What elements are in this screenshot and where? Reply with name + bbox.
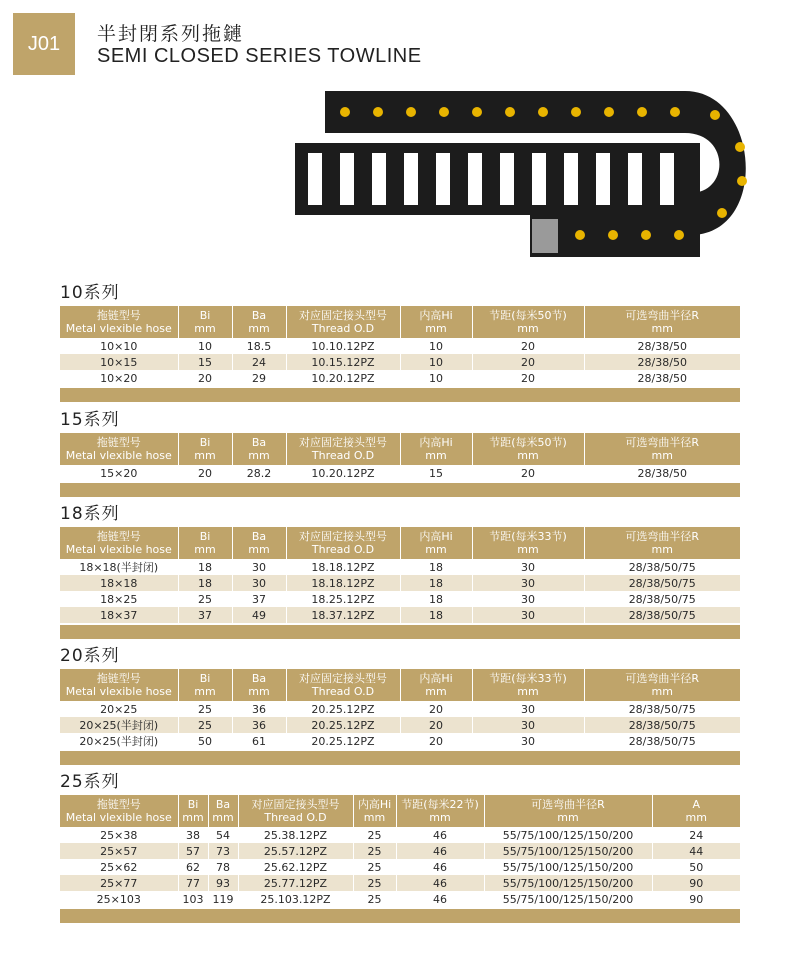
column-header xyxy=(400,306,472,338)
chain-slot xyxy=(372,153,386,205)
table-cell: 90 xyxy=(652,875,740,891)
chain-pin xyxy=(608,230,618,240)
column-header-unit: mm xyxy=(212,811,234,824)
column-header xyxy=(484,795,652,827)
table-row xyxy=(60,717,740,733)
table-cell: 57 xyxy=(178,843,208,859)
column-header-unit: Thread O.D xyxy=(311,449,375,462)
column-header-unit: mm xyxy=(651,543,673,556)
table-cell: 25 xyxy=(353,859,396,875)
table-cell: 46 xyxy=(396,859,484,875)
table-cell: 20 xyxy=(400,701,472,717)
table-cell: 15×20 xyxy=(60,465,178,481)
column-header-unit: mm xyxy=(194,322,216,335)
table-cell: 25 xyxy=(353,827,396,843)
chain-slot xyxy=(628,153,642,205)
chain-slot xyxy=(660,153,674,205)
table-row xyxy=(60,559,740,575)
column-header-unit: Metal vlexible hose xyxy=(65,811,172,824)
series-title: 25系列 xyxy=(60,772,120,792)
column-header-unit: mm xyxy=(425,322,447,335)
section-footer-bar xyxy=(60,909,740,923)
table-cell: 20 xyxy=(400,733,472,749)
table-cell: 10.10.12PZ xyxy=(286,338,400,354)
column-header-label: 对应固定接头型号 xyxy=(299,672,387,685)
column-header xyxy=(652,795,740,827)
chain-pin xyxy=(575,230,585,240)
column-header-unit: mm xyxy=(517,449,539,462)
table-row xyxy=(60,465,740,481)
table-cell: 38 xyxy=(178,827,208,843)
table-cell: 10 xyxy=(400,354,472,370)
column-header-label: 拖链型号 xyxy=(96,672,141,685)
table-cell: 18×18(半封闭) xyxy=(60,559,178,575)
table-cell: 20 xyxy=(178,465,232,481)
column-header-label: Ba xyxy=(251,309,267,322)
table-cell: 20 xyxy=(472,370,584,386)
column-header-unit: mm xyxy=(651,322,673,335)
table-cell: 18 xyxy=(400,591,472,607)
column-header-label: 内高Hi xyxy=(357,798,392,811)
column-header-label: Bi xyxy=(199,436,211,449)
chain-slot xyxy=(308,153,322,205)
chain-pin xyxy=(604,107,614,117)
column-header xyxy=(584,527,740,559)
column-header xyxy=(286,433,400,465)
table-cell: 46 xyxy=(396,827,484,843)
column-header xyxy=(472,433,584,465)
column-header-unit: Metal vlexible hose xyxy=(65,685,172,698)
table-cell: 25×57 xyxy=(60,843,178,859)
table-cell: 30 xyxy=(472,607,584,623)
column-header xyxy=(178,527,232,559)
table-cell: 90 xyxy=(689,892,704,906)
column-header-unit: mm xyxy=(685,811,707,824)
table-cell: 25.38.12PZ xyxy=(238,827,353,843)
table-cell: 25 xyxy=(178,591,232,607)
table-cell: 49 xyxy=(232,607,286,623)
table-cell: 25×77 xyxy=(60,875,178,891)
column-header-unit: mm xyxy=(248,322,270,335)
table-cell: 62 xyxy=(178,859,208,875)
column-header-unit: mm xyxy=(182,811,204,824)
column-header-unit: Thread O.D xyxy=(311,322,375,335)
table-cell: 20 xyxy=(472,465,584,481)
table-cell: 18×18 xyxy=(60,575,178,591)
series-section xyxy=(60,504,740,639)
chain-pin xyxy=(472,107,482,117)
table-cell: 28/38/50 xyxy=(584,354,740,370)
table-cell: 36 xyxy=(232,717,286,733)
column-header-label: 对应固定接头型号 xyxy=(299,436,387,449)
table-cell: 20 xyxy=(178,370,232,386)
table-cell: 73 xyxy=(208,843,238,859)
column-header xyxy=(178,795,208,827)
table-cell: 25.62.12PZ xyxy=(238,859,353,875)
table-row xyxy=(60,354,740,370)
column-header-label: Ba xyxy=(251,436,267,449)
column-header-label: 节距(每米33节) xyxy=(489,672,567,685)
column-header-label: 节距(每米50节) xyxy=(489,309,567,322)
column-header xyxy=(396,795,484,827)
column-header-unit: Metal vlexible hose xyxy=(65,449,172,462)
column-header-label: A xyxy=(692,798,701,811)
table-cell: 55/75/100/125/150/200 xyxy=(484,891,652,907)
column-header-unit: mm xyxy=(194,685,216,698)
page-title-en: SEMI CLOSED SERIES TOWLINE xyxy=(97,45,422,67)
chain-pin xyxy=(571,107,581,117)
spec-table xyxy=(60,669,740,749)
column-header xyxy=(60,527,178,559)
column-header-label: 拖链型号 xyxy=(96,530,141,543)
chain-pin xyxy=(637,107,647,117)
table-cell: 50 xyxy=(178,733,232,749)
table-cell: 44 xyxy=(652,843,740,859)
table-cell: 20.25.12PZ xyxy=(286,733,400,749)
table-cell: 103 xyxy=(178,891,208,907)
table-cell: 20 xyxy=(472,338,584,354)
table-cell: 25 xyxy=(178,701,232,717)
table-cell: 18 xyxy=(178,559,232,575)
table-cell: 20×25 xyxy=(60,701,178,717)
table-cell: 25 xyxy=(178,717,232,733)
table-cell: 55/75/100/125/150/200 xyxy=(484,843,652,859)
page-title-cn: 半封閉系列拖鏈 xyxy=(97,23,245,45)
column-header-label: Ba xyxy=(215,798,231,811)
column-header xyxy=(400,669,472,701)
table-cell: 28/38/50/75 xyxy=(628,702,696,716)
table-cell: 78 xyxy=(208,859,238,875)
chain-pin xyxy=(439,107,449,117)
table-row xyxy=(60,859,740,875)
table-cell: 25×62 xyxy=(60,859,178,875)
table-cell: 25×38 xyxy=(60,827,178,843)
chain-slot xyxy=(436,153,450,205)
table-cell: 20 xyxy=(472,354,584,370)
table-cell: 46 xyxy=(396,891,484,907)
chain-pin xyxy=(641,230,651,240)
column-header-unit: mm xyxy=(363,811,386,824)
column-header xyxy=(472,306,584,338)
chain-slot xyxy=(500,153,514,205)
section-footer-bar xyxy=(60,625,740,639)
column-header xyxy=(232,433,286,465)
column-header-unit: mm xyxy=(517,322,539,335)
column-header xyxy=(400,433,472,465)
chain-slot xyxy=(532,153,546,205)
table-row xyxy=(60,338,740,354)
table-cell: 30 xyxy=(472,717,584,733)
table-cell: 30 xyxy=(472,559,584,575)
table-cell: 15 xyxy=(400,465,472,481)
column-header xyxy=(584,669,740,701)
table-cell: 20.25.12PZ xyxy=(286,701,400,717)
column-header-label: 可选弯曲半径R xyxy=(531,798,605,811)
table-cell: 10.20.12PZ xyxy=(286,370,400,386)
column-header-label: Ba xyxy=(251,672,267,685)
table-cell: 28/38/50/75 xyxy=(584,717,740,733)
table-cell: 10 xyxy=(178,338,232,354)
column-header xyxy=(286,669,400,701)
table-cell: 50 xyxy=(689,860,704,874)
table-cell: 28/38/50 xyxy=(637,339,687,353)
series-section xyxy=(60,646,740,765)
table-cell: 18.18.12PZ xyxy=(286,559,400,575)
column-header xyxy=(60,306,178,338)
chain-slot xyxy=(596,153,610,205)
column-header-label: 可选弯曲半径R xyxy=(625,530,700,543)
column-header xyxy=(584,433,740,465)
table-cell: 28/38/50/75 xyxy=(584,607,740,623)
table-cell: 25.103.12PZ xyxy=(238,891,353,907)
column-header-label: 对应固定接头型号 xyxy=(299,309,387,322)
column-header-label: 对应固定接头型号 xyxy=(251,798,340,811)
table-cell: 30 xyxy=(232,575,286,591)
chain-slot xyxy=(404,153,418,205)
column-header xyxy=(178,669,232,701)
column-header xyxy=(60,795,178,827)
chain-slot xyxy=(564,153,578,205)
table-cell: 24 xyxy=(232,354,286,370)
table-row xyxy=(60,843,740,859)
table-cell: 30 xyxy=(472,701,584,717)
table-cell: 18×37 xyxy=(60,607,178,623)
table-cell: 55/75/100/125/150/200 xyxy=(484,859,652,875)
chain-pin xyxy=(538,107,548,117)
series-section xyxy=(60,772,740,923)
catalog-code-badge: J01 xyxy=(13,13,75,75)
table-cell: 18.37.12PZ xyxy=(286,607,400,623)
column-header-label: 可选弯曲半径R xyxy=(625,672,700,685)
column-header-unit: mm xyxy=(194,543,216,556)
spec-table xyxy=(60,527,740,623)
column-header-label: Bi xyxy=(199,309,211,322)
table-cell: 10×15 xyxy=(60,354,178,370)
table-row xyxy=(60,701,740,717)
table-cell: 37 xyxy=(178,607,232,623)
column-header-unit: Thread O.D xyxy=(311,543,375,556)
table-cell: 28/38/50/75 xyxy=(628,734,696,748)
section-footer-bar xyxy=(60,388,740,402)
column-header xyxy=(232,306,286,338)
table-cell: 28/38/50/75 xyxy=(584,575,740,591)
table-cell: 54 xyxy=(208,827,238,843)
page-header xyxy=(13,13,513,77)
column-header-label: 可选弯曲半径R xyxy=(625,309,700,322)
table-cell: 20×25(半封闭) xyxy=(60,717,178,733)
column-header-label: 内高Hi xyxy=(419,530,453,543)
chain-slot xyxy=(340,153,354,205)
table-cell: 20×25(半封闭) xyxy=(60,733,178,749)
column-header xyxy=(232,669,286,701)
column-header-unit: mm xyxy=(425,449,447,462)
spec-table xyxy=(60,306,740,386)
table-cell: 119 xyxy=(208,891,238,907)
table-cell: 28/38/50 xyxy=(637,371,687,385)
table-cell: 46 xyxy=(396,875,484,891)
table-cell: 36 xyxy=(232,701,286,717)
table-cell: 28/38/50 xyxy=(637,466,687,480)
column-header-label: 内高Hi xyxy=(419,672,453,685)
table-cell: 25 xyxy=(353,843,396,859)
table-cell: 10×20 xyxy=(60,370,178,386)
table-cell: 24 xyxy=(689,828,704,842)
column-header xyxy=(286,306,400,338)
column-header-label: 节距(每米50节) xyxy=(489,436,567,449)
column-header-label: 可选弯曲半径R xyxy=(625,436,700,449)
column-header xyxy=(232,527,286,559)
table-row xyxy=(60,891,740,907)
table-cell: 18 xyxy=(178,575,232,591)
table-cell: 61 xyxy=(232,733,286,749)
table-cell: 25 xyxy=(353,875,396,891)
column-header-unit: Metal vlexible hose xyxy=(65,543,172,556)
table-cell: 77 xyxy=(178,875,208,891)
column-header-unit: mm xyxy=(248,543,270,556)
column-header xyxy=(178,306,232,338)
table-cell: 55/75/100/125/150/200 xyxy=(484,875,652,891)
table-cell: 30 xyxy=(472,733,584,749)
column-header-label: Bi xyxy=(199,672,211,685)
column-header-label: Bi xyxy=(187,798,199,811)
column-header xyxy=(472,669,584,701)
column-header xyxy=(400,527,472,559)
chain-pin xyxy=(406,107,416,117)
table-row xyxy=(60,591,740,607)
column-header-unit: Metal vlexible hose xyxy=(65,322,172,335)
column-header-unit: mm xyxy=(248,685,270,698)
table-cell: 10.15.12PZ xyxy=(286,354,400,370)
table-cell: 30 xyxy=(472,591,584,607)
column-header-unit: mm xyxy=(651,449,673,462)
column-header-label: 节距(每米33节) xyxy=(489,530,567,543)
column-header xyxy=(472,527,584,559)
table-cell: 28/38/50/75 xyxy=(628,560,696,574)
table-row xyxy=(60,875,740,891)
column-header-label: 内高Hi xyxy=(419,309,453,322)
table-cell: 18×25 xyxy=(60,591,178,607)
table-cell: 10 xyxy=(400,338,472,354)
series-title: 15系列 xyxy=(60,410,120,430)
table-cell: 10×10 xyxy=(60,338,178,354)
column-header-unit: mm xyxy=(194,449,216,462)
table-cell: 28.2 xyxy=(232,465,286,481)
column-header xyxy=(60,669,178,701)
chain-pin xyxy=(340,107,350,117)
column-header-unit: mm xyxy=(517,543,539,556)
table-row xyxy=(60,575,740,591)
towline-product-image xyxy=(290,85,770,265)
column-header xyxy=(584,306,740,338)
column-header xyxy=(238,795,353,827)
column-header xyxy=(286,527,400,559)
table-cell: 18.18.12PZ xyxy=(286,575,400,591)
column-header-label: 内高Hi xyxy=(419,436,453,449)
table-row xyxy=(60,370,740,386)
table-cell: 93 xyxy=(208,875,238,891)
column-header-unit: mm xyxy=(248,449,270,462)
table-cell: 20.25.12PZ xyxy=(286,717,400,733)
chain-pin xyxy=(670,107,680,117)
column-header-label: 拖链型号 xyxy=(96,309,141,322)
table-cell: 18 xyxy=(400,575,472,591)
table-cell: 25.77.12PZ xyxy=(238,875,353,891)
table-cell: 10.20.12PZ xyxy=(286,465,400,481)
table-cell: 15 xyxy=(178,354,232,370)
column-header-label: 拖链型号 xyxy=(96,436,141,449)
table-cell: 28/38/50/75 xyxy=(628,592,696,606)
column-header-unit: mm xyxy=(651,685,673,698)
column-header-label: Ba xyxy=(251,530,267,543)
section-footer-bar xyxy=(60,751,740,765)
chain-slot xyxy=(468,153,482,205)
table-cell: 10 xyxy=(400,370,472,386)
column-header-label: Bi xyxy=(199,530,211,543)
table-cell: 18.5 xyxy=(232,338,286,354)
table-cell: 25×103 xyxy=(60,891,178,907)
column-header-unit: Thread O.D xyxy=(264,811,327,824)
spec-table xyxy=(60,795,740,907)
table-row xyxy=(60,607,740,623)
table-row xyxy=(60,733,740,749)
series-title: 18系列 xyxy=(60,504,120,524)
table-cell: 20 xyxy=(400,717,472,733)
column-header-unit: mm xyxy=(517,685,539,698)
series-section xyxy=(60,410,740,497)
table-cell: 25 xyxy=(353,891,396,907)
table-cell: 55/75/100/125/150/200 xyxy=(484,827,652,843)
spec-table xyxy=(60,433,740,481)
column-header-label: 节距(每米22节) xyxy=(401,798,479,811)
column-header-label: 对应固定接头型号 xyxy=(299,530,387,543)
table-cell: 37 xyxy=(232,591,286,607)
column-header-label: 拖链型号 xyxy=(96,798,141,811)
table-cell: 46 xyxy=(396,843,484,859)
table-cell: 30 xyxy=(472,575,584,591)
chain-pin xyxy=(674,230,684,240)
table-cell: 30 xyxy=(232,559,286,575)
column-header xyxy=(208,795,238,827)
table-cell: 25.57.12PZ xyxy=(238,843,353,859)
column-header-unit: mm xyxy=(429,811,451,824)
column-header xyxy=(178,433,232,465)
column-header xyxy=(60,433,178,465)
series-section xyxy=(60,283,740,402)
column-header-unit: mm xyxy=(425,685,447,698)
chain-pin xyxy=(373,107,383,117)
chain-pin xyxy=(505,107,515,117)
table-row xyxy=(60,827,740,843)
section-footer-bar xyxy=(60,483,740,497)
column-header xyxy=(353,795,396,827)
table-cell: 18.25.12PZ xyxy=(286,591,400,607)
column-header-unit: mm xyxy=(425,543,447,556)
table-cell: 18 xyxy=(400,607,472,623)
column-header-unit: Thread O.D xyxy=(311,685,375,698)
series-title: 10系列 xyxy=(60,283,120,303)
column-header-unit: mm xyxy=(557,811,579,824)
series-title: 20系列 xyxy=(60,646,120,666)
table-cell: 29 xyxy=(232,370,286,386)
table-cell: 18 xyxy=(400,559,472,575)
